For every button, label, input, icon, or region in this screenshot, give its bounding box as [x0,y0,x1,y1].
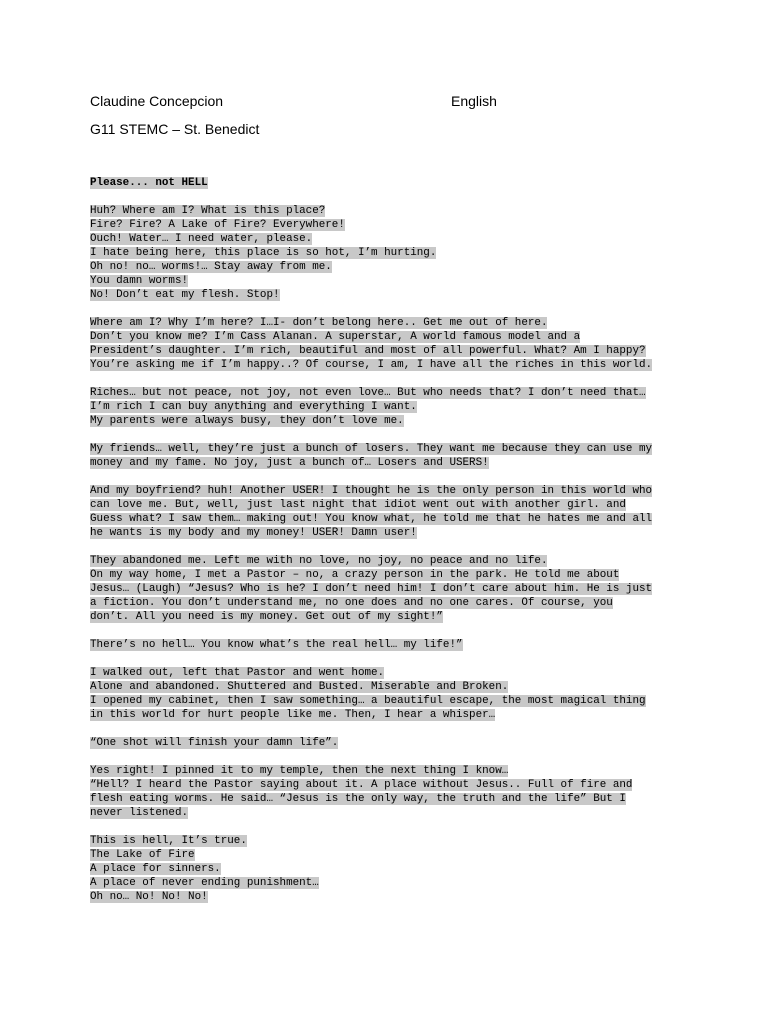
story-line-text: money and my fame. No joy, just a bunch of… Losers and USERS! [90,457,489,469]
story-line [90,834,690,848]
story-line-text: Yes right! I pinned it to my temple, then the next thing I know… [90,765,509,777]
story-line-text: Jesus… (Laugh) “Jesus? Who is he? I don’t need him! I don’t care about him. He is just [90,583,653,595]
story-line [90,666,690,680]
story-line [90,792,690,806]
story-line-text: This is hell, It’s true. [90,835,247,847]
story-line [90,638,690,652]
story-line-text: A place of never ending punishment… [90,877,319,889]
story-paragraph [90,442,690,470]
story-line [90,848,690,862]
story-paragraph [90,554,690,624]
story-line [90,680,690,694]
story-line [90,764,690,778]
story-line-text: I hate being here, this place is so hot, I’m hurting. [90,247,437,259]
story-title-block [90,176,690,190]
story-line [90,708,690,722]
story-line [90,274,690,288]
story-paragraph [90,386,690,428]
story-line-text: My friends… well, they’re just a bunch of losers. They want me because they can use my [90,443,653,455]
story-paragraph [90,638,690,652]
story-line-text: A place for sinners. [90,863,221,875]
story-line-text: And my boyfriend? huh! Another USER! I thought he is the only person in this world who [90,485,653,497]
story-line-text: There’s no hell… You know what’s the real hell… my life!” [90,639,463,651]
story-line [90,596,690,610]
story-line [90,512,690,526]
story-line-text: On my way home, I met a Pastor – no, a crazy person in the park. He told me about [90,569,620,581]
story-line [90,414,690,428]
story-paragraph [90,316,690,372]
story-line-text: “One shot will finish your damn life”. [90,737,339,749]
story-line-text: “Hell? I heard the Pastor saying about it. A place without Jesus.. Full of fire and [90,779,633,791]
story-line [90,330,690,344]
story-paragraph [90,834,690,904]
story-line-text: You damn worms! [90,275,189,287]
story-paragraphs [90,204,690,904]
story-title: Please... not HELL [90,177,208,189]
story-line [90,260,690,274]
story-line [90,316,690,330]
story-line-text: No! Don’t eat my flesh. Stop! [90,289,280,301]
story-line-text: Guess what? I saw them… making out! You know what, he told me that he hates me and all [90,513,653,525]
author-name: Claudine Concepcion [90,93,224,109]
story-line [90,246,690,260]
story-line-text: Oh no! no… worms!… Stay away from me. [90,261,332,273]
story-line-text: Don’t you know me? I’m Cass Alanan. A superstar, A world famous model and a [90,331,581,343]
story-body [90,176,690,918]
story-line-text: flesh eating worms. He said… “Jesus is the only way, the truth and the life” But I [90,793,626,805]
story-line [90,778,690,792]
story-line-text: he wants is my body and my money! USER! Damn user! [90,527,417,539]
story-paragraph [90,204,690,302]
story-line-text: Fire? Fire? A Lake of Fire? Everywhere! [90,219,345,231]
story-line-text: The Lake of Fire [90,849,195,861]
story-line-text: Oh no… No! No! No! [90,891,208,903]
story-line [90,400,690,414]
story-line [90,288,690,302]
story-line [90,484,690,498]
class-section: G11 STEMC – St. Benedict [90,121,260,137]
story-line-text: They abandoned me. Left me with no love, no joy, no peace and no life. [90,555,548,567]
story-paragraph [90,736,690,750]
story-line-text: Alone and abandoned. Shuttered and Busted. Miserable and Broken. [90,681,509,693]
story-line [90,862,690,876]
subject-name: English [451,93,497,109]
story-line-text: I opened my cabinet, then I saw something… a beautiful escape, the most magical thing [90,695,646,707]
story-paragraph [90,666,690,722]
story-line [90,876,690,890]
story-line [90,344,690,358]
story-line-text: don’t. All you need is my money. Get out of my sight!” [90,611,443,623]
story-line [90,498,690,512]
story-line-text: never listened. [90,807,189,819]
story-line-text: Where am I? Why I’m here? I…I- don’t belong here.. Get me out of here. [90,317,548,329]
story-line-text: I walked out, left that Pastor and went home. [90,667,385,679]
story-paragraph [90,484,690,540]
story-line-text: My parents were always busy, they don’t love me. [90,415,404,427]
story-line [90,890,690,904]
story-line [90,736,690,750]
story-line [90,204,690,218]
story-line [90,568,690,582]
story-line [90,442,690,456]
story-line [90,526,690,540]
story-line [90,218,690,232]
story-line [90,358,690,372]
story-line-text: I’m rich I can buy anything and everything I want. [90,401,417,413]
story-line-text: Ouch! Water… I need water, please. [90,233,313,245]
story-line [90,456,690,470]
story-line-text: You’re asking me if I’m happy..? Of course, I am, I have all the riches in this world. [90,359,653,371]
story-line [90,694,690,708]
story-line-text: can love me. But, well, just last night that idiot went out with another girl. and [90,499,626,511]
story-line [90,806,690,820]
story-line [90,610,690,624]
story-line [90,582,690,596]
story-line-text: in this world for hurt people like me. Then, I hear a whisper… [90,709,496,721]
story-line [90,554,690,568]
story-line-text: Riches… but not peace, not joy, not even love… But who needs that? I don’t need that… [90,387,646,399]
story-line [90,386,690,400]
story-line [90,232,690,246]
story-paragraph [90,764,690,820]
story-line-text: Huh? Where am I? What is this place? [90,205,326,217]
story-line-text: a fiction. You don’t understand me, no one does and no one cares. Of course, you [90,597,613,609]
story-line-text: President’s daughter. I’m rich, beautiful and most of all powerful. What? Am I happy? [90,345,646,357]
